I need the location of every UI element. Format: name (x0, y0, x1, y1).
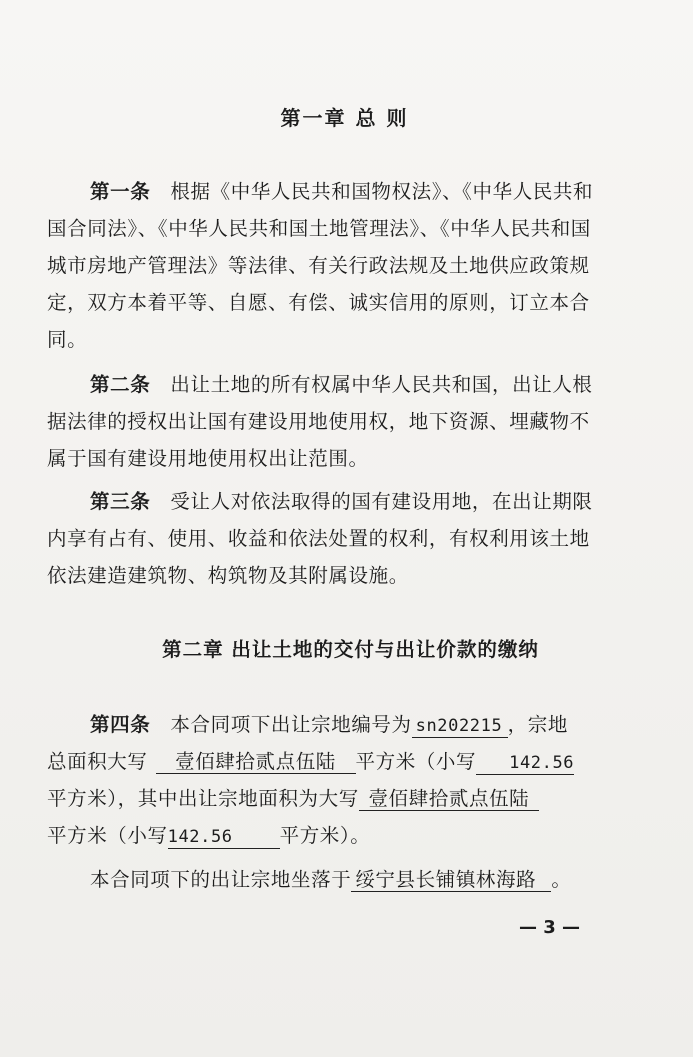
article-2-label: 第二条 (90, 373, 151, 396)
article-1-line-5: 同。 (47, 328, 88, 351)
location-field: 绥宁县长铺镇林海路 (351, 869, 551, 892)
article-4-text-f: 平方米（小写 (47, 824, 168, 847)
article-4-text-c: 总面积大写 (47, 750, 148, 773)
article-3-label: 第三条 (90, 490, 151, 513)
location-line (90, 867, 693, 893)
article-1-line-3: 城市房地产管理法》等法律、有关行政法规及土地供应政策规 (47, 254, 590, 277)
article-1-text-1: 根据《中华人民共和国物权法》、《中华人民共和 (170, 180, 594, 203)
article-1-line-4: 定，双方本着平等、自愿、有偿、诚实信用的原则，订立本合 (47, 291, 590, 314)
article-4-line-4 (47, 823, 657, 849)
location-text-b: 。 (551, 868, 572, 891)
page-number: — 3 — (519, 917, 581, 938)
sold-area-lower-field: 142.56 (168, 826, 280, 849)
chapter-2-title: 第二章 出让土地的交付与出让价款的缴纳 (162, 638, 539, 661)
article-4-label: 第四条 (90, 713, 151, 736)
article-1-label: 第一条 (90, 180, 151, 203)
article-1-line-1 (90, 179, 693, 205)
article-4-text-e: 平方米），其中出让宗地面积为大写 (47, 787, 359, 810)
article-2-line-2: 据法律的授权出让国有建设用地使用权，地下资源、埋藏物不 (47, 410, 590, 433)
article-4-line-1 (90, 712, 693, 738)
article-3-line-3: 依法建造建筑物、构筑物及其附属设施。 (47, 564, 409, 587)
total-area-upper-field: 壹佰肆拾贰点伍陆 (156, 751, 356, 774)
article-4-line-3 (47, 786, 657, 812)
sold-area-upper-field: 壹佰肆拾贰点伍陆 (359, 788, 539, 811)
article-4-text-d: 平方米（小写 (355, 750, 477, 773)
article-3-line-1 (90, 489, 693, 515)
article-2-text-1: 出让土地的所有权属中华人民共和国，出让人根 (170, 373, 593, 396)
chapter-1-title: 第一章 总 则 (280, 106, 409, 130)
parcel-number-field: sn202215 (412, 715, 508, 738)
total-area-lower-field: 142.56 (476, 752, 574, 775)
article-1-line-2: 国合同法》、《中华人民共和国土地管理法》、《中华人民共和国 (47, 217, 591, 240)
article-2-line-3: 属于国有建设用地使用权出让范围。 (47, 447, 369, 470)
article-4-text-g: 平方米）。 (279, 824, 371, 847)
location-text-a: 本合同项下的出让宗地坐落于 (90, 868, 352, 891)
article-4-text-b: ，宗地 (507, 713, 568, 736)
article-4-text-a: 本合同项下出让宗地编号为 (170, 713, 412, 736)
article-2-line-1 (90, 372, 693, 398)
article-3-line-2: 内享有占有、使用、收益和依法处置的权利，有权利用该土地 (47, 527, 590, 550)
article-3-text-1: 受让人对依法取得的国有建设用地，在出让期限 (170, 490, 593, 513)
article-4-line-2 (47, 749, 657, 775)
